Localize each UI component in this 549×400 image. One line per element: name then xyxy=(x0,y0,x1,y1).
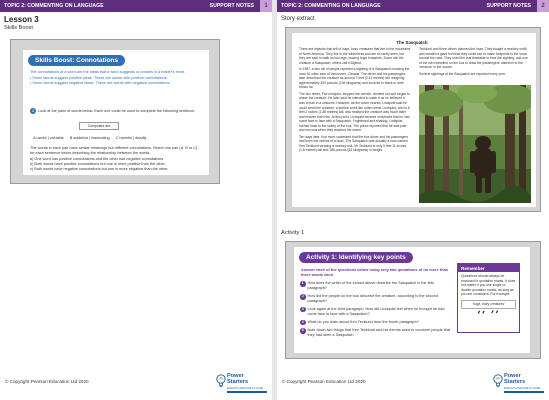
page-number: 1 xyxy=(260,0,272,12)
logo-subtitle: ENGLISH LANGUAGE 9-1 GCSE xyxy=(504,387,541,390)
story-title: The Sasquatch xyxy=(396,40,428,45)
story-frame xyxy=(285,27,541,212)
logo-line2: Starters xyxy=(227,378,249,385)
task-text xyxy=(30,108,202,114)
question-text: How did the people on the bus describe the creature, according to the second paragraph? xyxy=(307,293,438,303)
right-topbar xyxy=(277,0,549,12)
question-number: 3 xyxy=(301,306,304,311)
sasquatch-forest-illustration xyxy=(419,85,531,203)
page-number: 2 xyxy=(537,0,549,12)
intro-line: The connotations of a word are the ideas that a word suggests or creates in a reader's mind. xyxy=(30,70,186,74)
question-item xyxy=(300,294,454,304)
copyright-footer: © Copyright Pearson Education Ltd 2020 xyxy=(5,379,89,384)
logo-bar xyxy=(227,391,267,393)
activity-title: Activity 1: Identifying key points xyxy=(299,252,413,263)
word-pair: C harmful | deadly xyxy=(115,136,147,140)
option-c: c) Both words have negative connotations but one is more negative than the other. xyxy=(30,167,169,172)
story-paragraph: Several sightings of the Sasquatch are reported every year. xyxy=(419,71,506,76)
question-text: What do you learn about Ken Tecklund from the fourth paragraph? xyxy=(307,319,419,324)
question-text: Look again at the third paragraph. How did Lindquist feel when he thought he had come face to face with a Sasquatch? xyxy=(307,306,445,316)
option-b: b) Both words have positive connotations but one is more positive than the other. xyxy=(30,161,166,166)
story-paragraph: The bus driver, Pat Lindquist, stopped the vehicle, climbed out and began to chase the creature. He later said he intended to catch it as he believed it was a man in a costume. However, as the driver neared, Lindquist said he could smell the creature: a terrible smell like rotten meat. Lindquist, who is 6 feet 2 inches (1.88 metres) tall, also realised the creature was much taller and heavier than him. At this point, Lindquist became convinced that he had come face to face with a Sasquatch. Frightened and shaking, Lindquist hurried back to the safety of the bus. The police reported that he was pale and nervous when they reached the scene. xyxy=(299,91,410,133)
lightbulb-icon xyxy=(493,374,503,388)
story-paragraph: In 1987, a bus full of people reported a sighting of a Sasquatch crossing the road 30 miles east of Vancouver, Canada. The driver and his passengers later described the creature as around 7 feet (2.13 metres) tall, weighing approximately 300 pounds (136 kilograms) and covered in black or dark brown fur. xyxy=(299,67,410,90)
skills-boost-slide xyxy=(23,50,209,175)
topic-title: TOPIC 2: COMMENTING ON LANGUAGE xyxy=(281,3,381,9)
logo-bar xyxy=(504,391,544,393)
quotation-example: 'huge, hairy creatures' xyxy=(461,300,516,309)
question-item xyxy=(300,320,454,326)
question-item xyxy=(300,307,454,317)
topic-title: TOPIC 2: COMMENTING ON LANGUAGE xyxy=(4,3,104,9)
word-pair: A useful | valuable xyxy=(33,136,64,140)
activity-label: Activity 1 xyxy=(281,230,305,236)
remember-box xyxy=(457,263,520,333)
sentence-stem: Computers are xyxy=(79,122,119,130)
remember-text: Quotations should always be enclosed in quotation marks. It does not matter if you use single or double quotation marks, as long as you are consistent. For example: xyxy=(461,274,516,297)
right-page xyxy=(277,0,549,400)
slide-options xyxy=(30,146,202,173)
story-right-column xyxy=(419,47,531,78)
lesson-subtitle: Skills Boost xyxy=(4,25,33,31)
story-paragraph: There are legends that tell of huge, hairy creatures that live in the mountains of North America. They live in the wilderness and are so rarely seen, but they are said to walk on two legs, leaving huge footprints. Some call the creature a Sasquatch; others call it Bigfoot. xyxy=(299,47,411,65)
remember-title: Remember xyxy=(458,264,519,272)
story-left-column xyxy=(299,47,411,155)
task-number: 1 xyxy=(30,108,36,114)
task-instruction: Look at the pairs of words below. Each one could be used to complete the following sentence. xyxy=(38,109,196,113)
question-number: 2 xyxy=(301,294,304,299)
logo-line1: Power xyxy=(504,373,521,379)
lesson-title: Lesson 3 xyxy=(4,15,39,24)
question-item xyxy=(300,328,454,338)
power-starters-logo xyxy=(493,373,545,395)
question-number: 5 xyxy=(301,328,304,332)
copyright-footer: © Copyright Pearson Education Ltd 2020 xyxy=(282,379,366,384)
question-number: 4 xyxy=(301,319,304,324)
story-paragraph: Ten days later, four more confessed that the bus driver and his passengers had been the victims of a hoax. The Sasquatch was actually a man named Ken Tecklund wearing a monkey suit. Mr Tecklund is only 5 feet 11 inches (1.8 metres) tall and 185 pounds (84 kilograms) in weight. xyxy=(299,134,409,153)
quotation-marks-icon: ‘‘ ’’ xyxy=(477,309,500,321)
story-extract-label: Story extract xyxy=(281,16,315,22)
support-notes-label: SUPPORT NOTES xyxy=(209,3,254,9)
question-list xyxy=(300,281,454,341)
left-topbar xyxy=(0,0,272,12)
question-number: 1 xyxy=(301,281,304,286)
logo-line2: Starters xyxy=(504,378,526,385)
intro-line: • Some words suggest positive ideas. These are words with positive connotations. xyxy=(30,75,168,80)
activity-slide xyxy=(294,247,530,353)
explanation: The words in each pair have similar meanings but different connotations. Select one pair (A, B or C) for each sentence below describing the relationship between the words. xyxy=(30,146,198,156)
intro-line: • Some words suggest negative ideas. These are words with negative connotations. xyxy=(30,81,171,86)
connotations-intro xyxy=(30,70,202,87)
option-a: a) One word has positive connotations and the other has negative connotations. xyxy=(30,156,165,161)
story-paragraph: Tecklund and three others planned the hoax. They bought a monkey outfit and created a giant foot that they could use to make footprints in the snow around the road. They used the bus timetable to time the sighting, and one of the men travelled on the bus to draw the passengers' attention to the 'creature' in the woods. xyxy=(419,47,528,70)
logo-line1: Power xyxy=(227,373,244,379)
support-notes-label: SUPPORT NOTES xyxy=(486,3,531,9)
logo-text xyxy=(227,374,248,386)
power-starters-logo xyxy=(216,373,268,395)
lightbulb-icon xyxy=(216,374,226,388)
activity-intro: Answer each of the questions below using only two quotations of no more than three words each. xyxy=(301,267,448,278)
question-text: How does the writer of the extract above describe the Sasquatch in the first paragraph? xyxy=(307,281,434,291)
story-page xyxy=(292,33,536,207)
logo-subtitle: ENGLISH LANGUAGE 9-1 GCSE xyxy=(227,387,264,390)
logo-text xyxy=(504,374,525,386)
activity-frame xyxy=(285,241,541,359)
slide-frame xyxy=(10,39,220,184)
left-page xyxy=(0,0,272,400)
question-text: Note down two things that Ken Tecklund and his friends used to convince people that they had seen a Sasquatch. xyxy=(307,327,451,337)
slide-title: Skills Boost: Connotations xyxy=(28,55,125,66)
word-pair: B addictive | fascinating xyxy=(69,136,110,140)
word-pairs xyxy=(33,136,205,140)
question-item xyxy=(300,281,454,291)
